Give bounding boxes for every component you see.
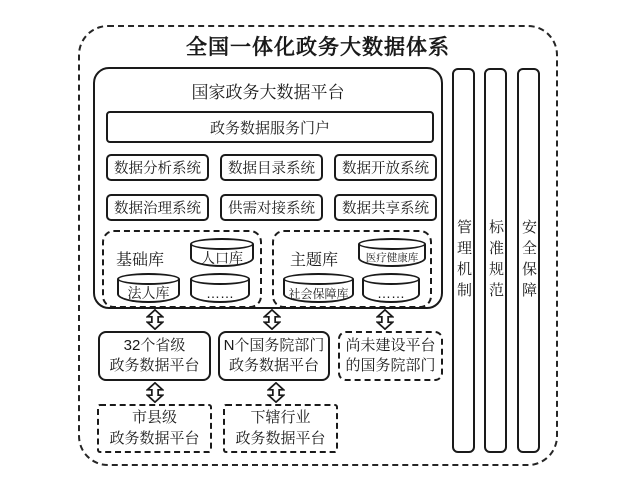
- cylinder-label: ……: [206, 285, 234, 301]
- base-database-zone: [102, 230, 262, 308]
- cylinder-label: 社会保障库: [288, 286, 349, 301]
- bidirectional-arrow-icon: [376, 309, 394, 330]
- database-cylinder-ellipsis: [190, 273, 250, 303]
- system-box-data-governance: 数据治理系统: [106, 194, 209, 221]
- theme-database-label: 主题库: [290, 252, 339, 269]
- pillar-label: 标准规范: [487, 218, 504, 303]
- cylinder-label: 人口库: [201, 249, 243, 266]
- pillar-label: 安全保障: [520, 218, 537, 303]
- cylinder-label: ……: [377, 285, 405, 301]
- pillar-management-mechanism: [452, 68, 475, 453]
- national-platform-box: [93, 67, 443, 309]
- database-cylinder-ellipsis: [362, 273, 420, 303]
- provincial-platform-line2: 政务数据平台: [109, 357, 200, 374]
- pillar-label: 管理机制: [455, 218, 472, 303]
- cylinder-label: 法人库: [127, 285, 170, 301]
- provincial-platform-line1: 32个省级: [123, 336, 186, 354]
- pillar-standards-specifications: [484, 68, 507, 453]
- cylinder-label: 医疗健康库: [365, 252, 419, 264]
- no-platform-departments-box: [338, 331, 443, 381]
- bidirectional-arrow-icon: [267, 382, 285, 403]
- bidirectional-arrow-icon: [146, 309, 164, 330]
- system-box-supply-demand: 供需对接系统: [220, 194, 323, 221]
- database-cylinder-population: [190, 238, 254, 267]
- city-county-platform-box: [97, 404, 212, 453]
- system-box-data-open: 数据开放系统: [334, 154, 437, 181]
- system-box-data-catalog: 数据目录系统: [220, 154, 323, 181]
- portal-box: 政务数据服务门户: [106, 111, 434, 143]
- state-council-platform-box: [218, 331, 330, 381]
- database-cylinder-health: [358, 238, 426, 267]
- theme-database-zone: [272, 230, 432, 308]
- system-box-data-analysis: 数据分析系统: [106, 154, 209, 181]
- system-box-data-sharing: 数据共享系统: [334, 194, 437, 221]
- database-cylinder-social-security: [283, 273, 354, 303]
- bidirectional-arrow-icon: [146, 382, 164, 403]
- state-council-platform-line1: N个国务院部门: [223, 336, 325, 354]
- provincial-platform-box: [98, 331, 211, 381]
- database-cylinder-legal-person: [117, 273, 180, 303]
- no-platform-line2: 的国务院部门: [345, 357, 436, 374]
- industry-platform-box: [223, 404, 338, 453]
- city-county-line1: 市县级: [131, 409, 177, 427]
- bidirectional-arrow-icon: [263, 309, 281, 330]
- state-council-platform-line2: 政务数据平台: [228, 357, 319, 374]
- industry-line2: 政务数据平台: [235, 429, 326, 447]
- city-county-line2: 政务数据平台: [109, 429, 200, 447]
- pillar-security-guarantee: [517, 68, 540, 453]
- diagram-title: 全国一体化政务大数据体系: [186, 36, 450, 59]
- base-database-label: 基础库: [116, 252, 165, 269]
- industry-line1: 下辖行业: [250, 409, 311, 427]
- no-platform-line1: 尚未建设平台: [345, 336, 436, 354]
- national-platform-title: 国家政务大数据平台: [191, 83, 345, 102]
